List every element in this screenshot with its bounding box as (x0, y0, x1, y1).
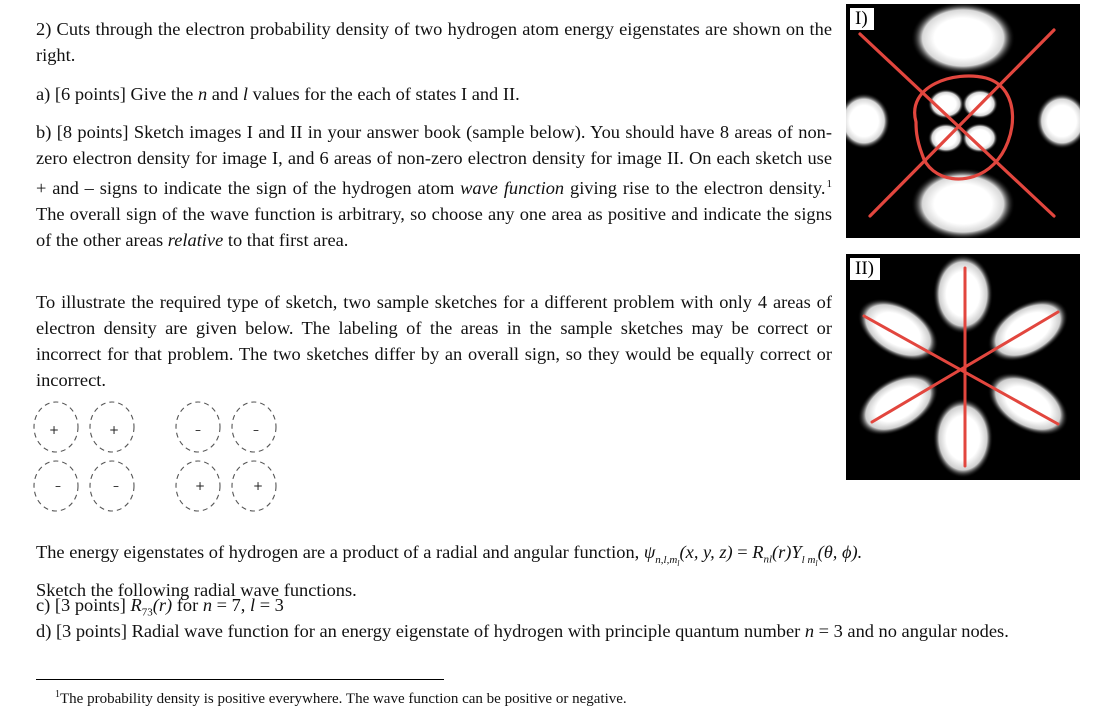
sample-1-sign-bottom-right: – (113, 479, 119, 493)
figure-label-II: II) (850, 258, 880, 280)
sample-1-sign-top-right: + (108, 423, 120, 437)
sample-1-sign-top-left: + (48, 423, 60, 437)
part-b-label: b) (36, 122, 52, 142)
lobe-ii-top (933, 254, 993, 334)
sample-1-sign-bottom-left: – (55, 479, 61, 493)
part-a-label: a) (36, 84, 51, 104)
density-plot-I (846, 4, 1080, 238)
psi-subscript: n,l,m (655, 553, 678, 566)
radial-R-subscript: nl (763, 553, 773, 566)
angular-Y-subsubscript: l (815, 558, 818, 568)
lobe-ii-bottom (933, 398, 993, 478)
part-c-text-1: for (172, 595, 203, 615)
lobe-right (1036, 93, 1080, 149)
sample-2-sign-bottom-right: + (252, 479, 264, 493)
angular-Y: Y (791, 542, 802, 562)
part-d-label: d) (36, 621, 52, 641)
sample-1-lobe-bottom-right (90, 461, 134, 511)
part-c-l: l (249, 595, 256, 615)
part-a (36, 81, 832, 107)
illustration-paragraph: To illustrate the required type of sketch, two sample sketches for a different problem with only 4 areas of electron density are given below. The labeling of the areas in the sample sketches may be correct or incorrect for that problem. The two sketches differ by an overall sign, so they would be equally correct or incorrect. (36, 292, 832, 390)
part-c-n: n (202, 595, 213, 615)
question-intro-text: Cuts through the electron probability density of two hydrogen atom energy eigenstates are shown on the right. (36, 19, 832, 65)
density-plot-II (846, 254, 1080, 480)
part-c-eq-2: = 3 (255, 595, 284, 615)
part-b-text-4: to that first area. (227, 230, 349, 250)
part-a-text-1: Give the (130, 84, 198, 104)
relative-term: relative (167, 230, 224, 250)
question-intro (36, 16, 832, 68)
radial-text-1: The energy eigenstates of hydrogen are a product of a radial and angular function, (36, 542, 640, 562)
footnote-text: The probability density is positive everywhere. The wave function can be positive or negative. (60, 691, 627, 707)
part-a-text-3: values for the each of states I and II. (248, 84, 520, 104)
part-d-points: [3 points] (55, 621, 127, 641)
figure-label-I: I) (850, 8, 874, 30)
psi-args: (x, y, z) (679, 542, 733, 562)
symbol-n: n (197, 84, 208, 104)
part-b-text-3: The overall sign of the wave function is arbitrary, so choose any one area as positive and indicate the signs of the other areas (36, 204, 832, 250)
radial-R: R (752, 542, 764, 562)
psi-subsubscript: l (677, 558, 680, 568)
radial-text-2: Sketch the following radial wave functions. (36, 579, 357, 600)
footnote-rule (36, 679, 444, 680)
part-c-eq-1: = 7, (212, 595, 250, 615)
lobe-top (911, 4, 1015, 74)
sample-2-sign-bottom-left: + (194, 479, 206, 493)
sample-sketches (30, 400, 290, 518)
part-c-func-args: (r) (152, 595, 173, 615)
part-d-n: n (804, 621, 815, 641)
angular-Y-args: (θ, ϕ). (817, 542, 863, 562)
part-d-text-2: = 3 and no angular nodes. (814, 621, 1009, 641)
symbol-l: l (242, 84, 249, 104)
lobe-left (846, 93, 890, 149)
psi-symbol: ψ (643, 542, 656, 562)
figure-state-II (846, 254, 1080, 480)
part-b-text-2: giving rise to the electron density. (570, 178, 826, 198)
sample-2-sign-top-left: – (195, 423, 201, 437)
part-a-text-2: and (207, 84, 243, 104)
sample-2-sign-top-right: – (253, 423, 259, 437)
part-c-label: c) (36, 595, 51, 615)
part-c-points: [3 points] (54, 595, 126, 615)
footnote-mark: 1 (826, 178, 832, 190)
question-number: 2) (36, 19, 52, 39)
part-d (36, 618, 1056, 644)
part-a-points: [6 points] (54, 84, 126, 104)
part-c-func: R (130, 595, 142, 615)
radial-R-args: (r) (772, 542, 792, 562)
angular-Y-subscript: l m (801, 553, 816, 566)
wave-function-term: wave function (460, 178, 565, 198)
footnote-number: 1 (55, 689, 60, 700)
part-b-text-1: Sketch images I and II in your answer book (sample below). You should have 8 areas of non-zero electron density for image I, and 6 areas of non-zero electron density for image II. On each sketch use + and – signs to indicate the sign of the hydrogen atom (36, 122, 832, 198)
part-c-func-subscript: 73 (141, 606, 153, 619)
equals-sign: = (732, 542, 753, 562)
part-b (36, 119, 832, 253)
footnote (55, 686, 627, 708)
part-b-points: [8 points] (56, 122, 129, 142)
figure-state-I (846, 4, 1080, 238)
part-d-text-1: Radial wave function for an energy eigenstate of hydrogen with principle quantum number (131, 621, 801, 641)
